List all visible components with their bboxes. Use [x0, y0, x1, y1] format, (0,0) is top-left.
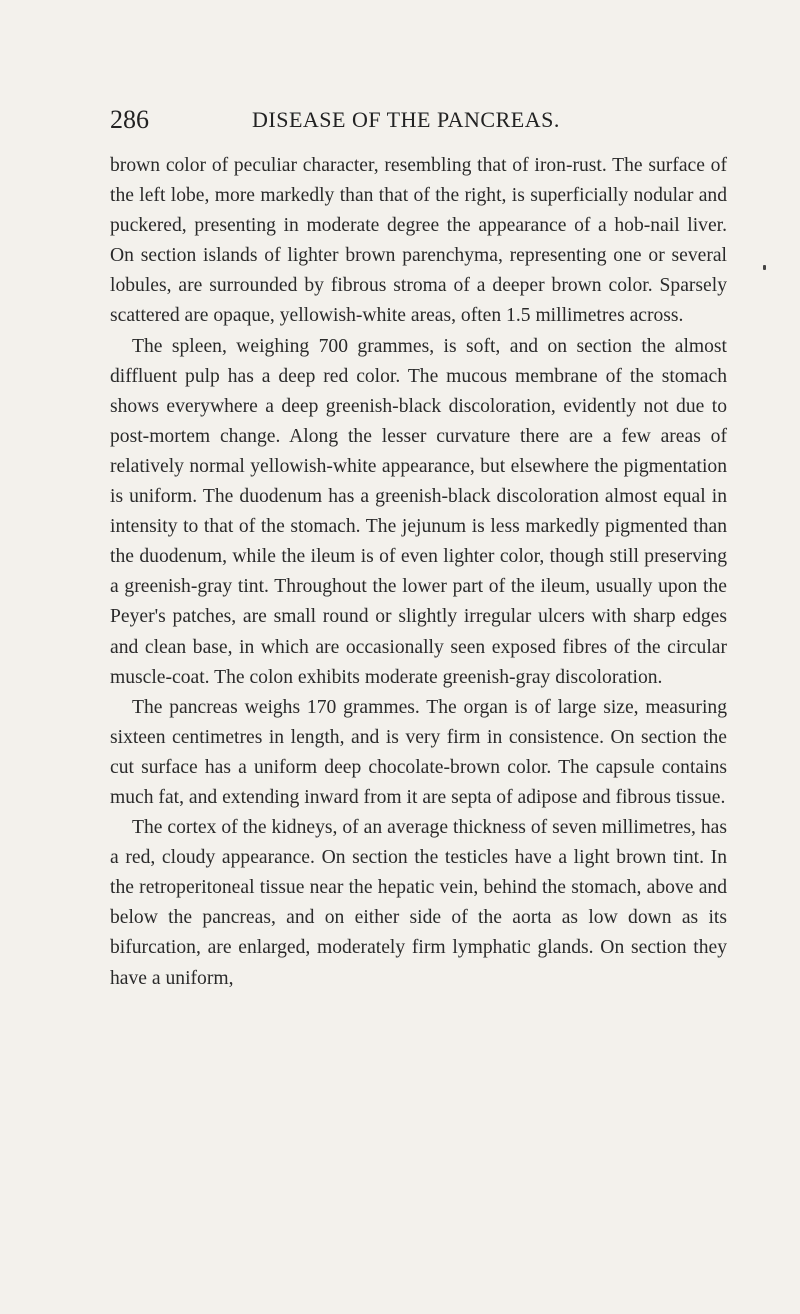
paragraph-pancreas: The pancreas weighs 170 grammes. The organ is of large size, measuring sixteen centimetres in length, and is very firm in consistence. On section the cut surface has a uniform deep chocolate-brown color. The capsule contains much fat, and extending inward from it are septa of adipose and fibrous tissue.	[110, 696, 727, 808]
paragraph-liver: brown color of peculiar character, resembling that of iron-rust. The surface of the left lobe, more markedly than that of the right, is superficially nodular and puckered, presenting in moderate degree the appearance of a hob-nail liver. On section islands of lighter brown parenchyma, representing one or several lobules, are surrounded by fibrous stroma of a deeper brown color. Sparsely scattered are opaque, yellowish-white areas, often 1.5 millimetres across.	[110, 155, 727, 327]
running-head	[110, 102, 710, 138]
page-number: 286	[110, 105, 149, 134]
paragraph-spleen-stomach: The spleen, weighing 700 grammes, is soft, and on section the almost diffluent pulp has a deep red color. The mucous membrane of the stomach shows everywhere a deep greenish-black discoloration, evidently not due to post-mortem change. Along the lesser curvature there are a few areas of relatively normal yellowish-white appearance, but elsewhere the pigmentation is uniform. The duodenum has a greenish-black discoloration almost equal in intensity to that of the stomach. The jejunum is less markedly pigmented than the duodenum, while the ileum is of even lighter color, though still preserving a greenish-gray tint. Throughout the lower part of the ileum, usually upon the Peyer's patches, are small round or slightly irregular ulcers with sharp edges and clean base, in which are occasionally seen exposed fibres of the circular muscle-coat. The colon exhibits moderate greenish-gray discoloration.	[110, 335, 727, 688]
running-title: DISEASE OF THE PANCREAS.	[252, 107, 560, 132]
page-speck	[763, 265, 766, 270]
paragraph-kidneys-glands: The cortex of the kidneys, of an average thickness of seven millimetres, has a red, cloudy appearance. On section the testicles have a light brown tint. In the retroperitoneal tissue near the hepatic vein, behind the stomach, above and below the pancreas, and on either side of the aorta as low down as its bifurcation, are enlarged, moderately firm lymphatic glands. On section they have a uniform,	[110, 817, 727, 989]
body-text	[110, 151, 727, 994]
